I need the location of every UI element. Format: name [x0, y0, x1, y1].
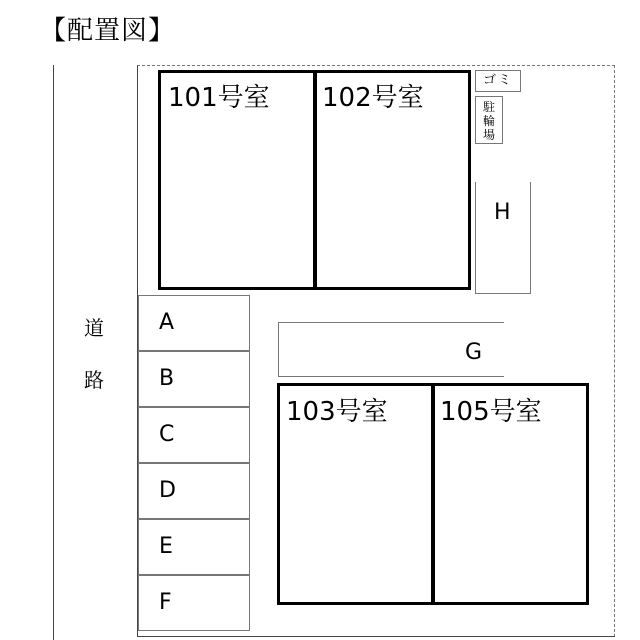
parking-space-c-label: C [159, 422, 175, 447]
road-label-char-2: 路 [84, 368, 104, 392]
bicycle-parking [475, 96, 503, 144]
unit-105-label: 105号室 [440, 397, 542, 427]
area-h [475, 182, 531, 294]
unit-101 [158, 70, 317, 290]
parking-space-d-label: D [159, 478, 176, 503]
page-title: 【配置図】 [40, 16, 176, 46]
parking-space-a-label: A [159, 310, 175, 335]
bicycle-parking-char-2: 輪 [482, 114, 495, 128]
unit-103-label: 103号室 [286, 397, 388, 427]
unit-105 [431, 383, 589, 605]
site-boundary-bottom [137, 636, 615, 637]
road-label-char-1: 道 [84, 316, 104, 340]
parking-space-f [138, 575, 250, 631]
unit-102 [313, 70, 471, 290]
parking-space-a [138, 295, 250, 351]
road-boundary-line [53, 65, 54, 640]
unit-102-label: 102号室 [322, 83, 424, 113]
area-g-label: G [465, 340, 483, 365]
parking-space-c [138, 407, 250, 463]
garbage-area: ゴミ [475, 70, 521, 92]
unit-103 [277, 383, 435, 605]
parking-space-b [138, 351, 250, 407]
area-h-label: H [494, 200, 511, 225]
parking-space-e-label: E [159, 534, 173, 559]
parking-space-e [138, 519, 250, 575]
parking-space-b-label: B [159, 366, 175, 391]
parking-space-d [138, 463, 250, 519]
parking-space-f-label: F [159, 590, 172, 615]
unit-101-label: 101号室 [168, 83, 270, 113]
area-g [278, 322, 504, 377]
bicycle-parking-char-3: 場 [482, 128, 495, 142]
bicycle-parking-char-1: 駐 [482, 100, 495, 114]
